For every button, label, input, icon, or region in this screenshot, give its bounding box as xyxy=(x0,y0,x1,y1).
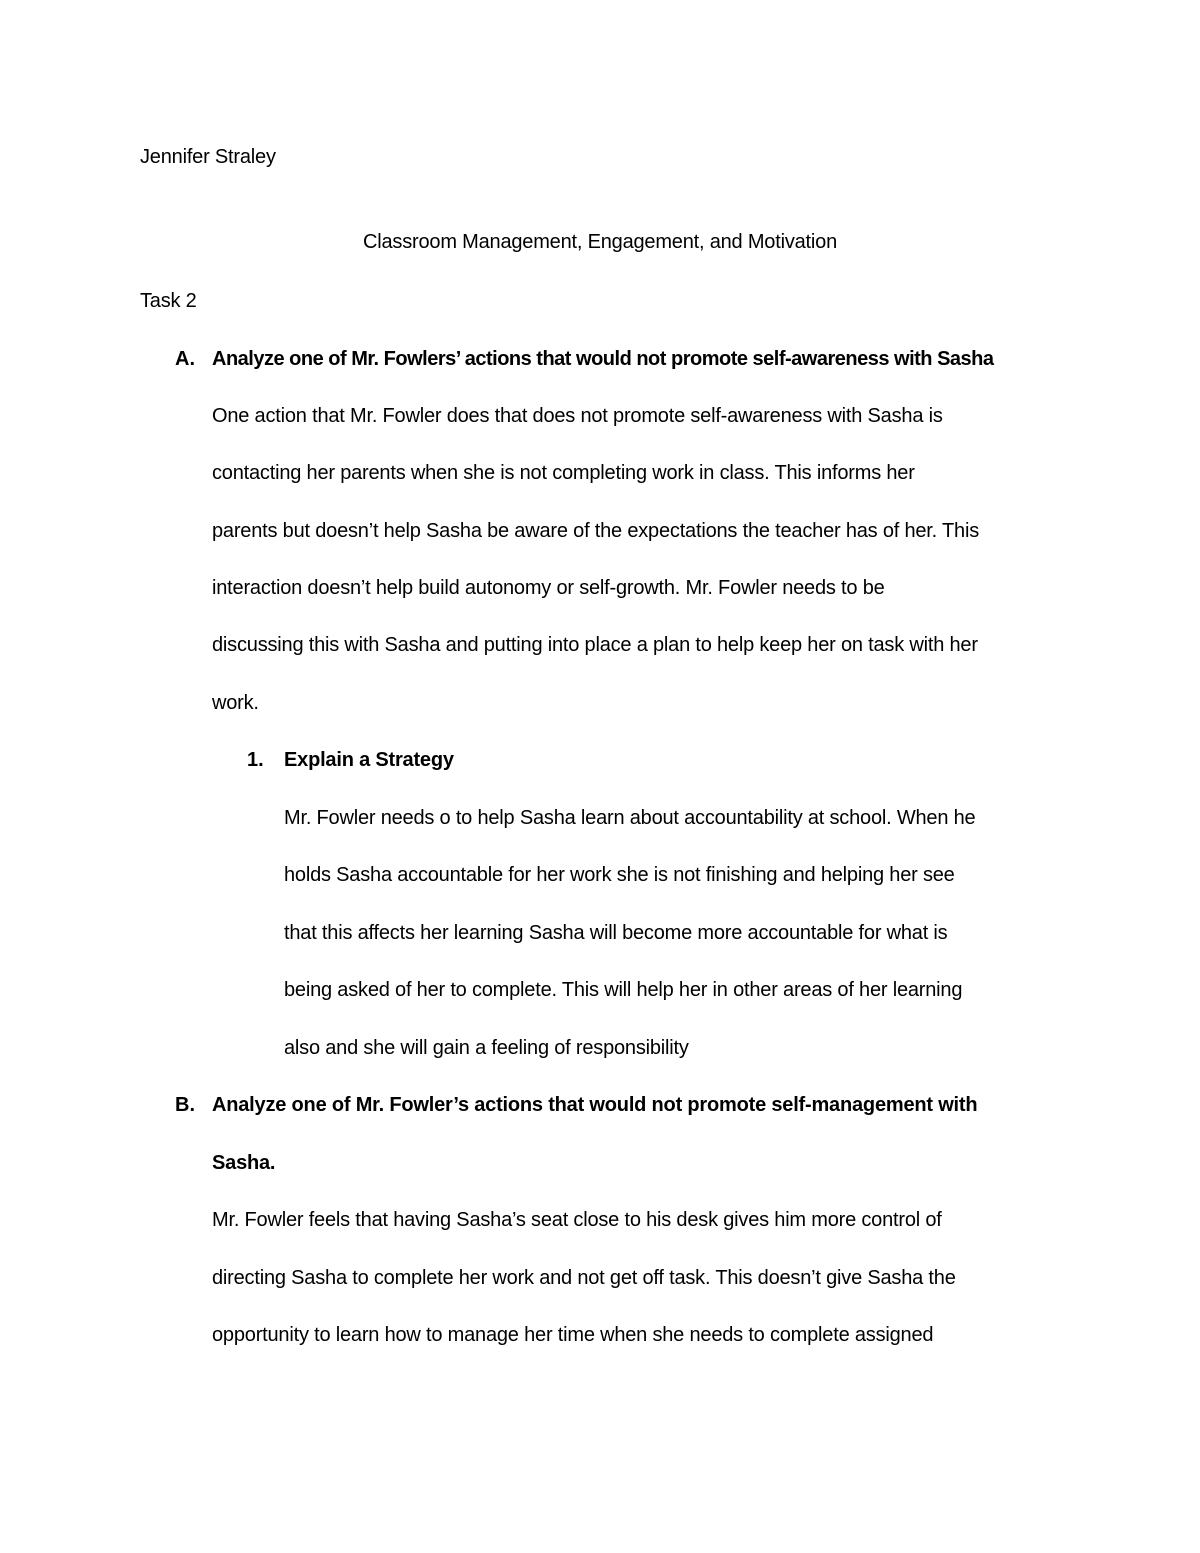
section-b-heading-line: Sasha. xyxy=(212,1152,276,1174)
subsection-1-body-line: holds Sasha accountable for her work she is not finishing and helping her see xyxy=(284,864,955,886)
section-b-body-line: Mr. Fowler feels that having Sasha’s seat close to his desk gives him more control of xyxy=(212,1209,942,1231)
section-b-body-line: directing Sasha to complete her work and not get off task. This doesn’t give Sasha the xyxy=(212,1267,956,1289)
subsection-1-heading: Explain a Strategy xyxy=(284,749,454,771)
task-label: Task 2 xyxy=(140,290,197,312)
subsection-1-body-line: being asked of her to complete. This will help her in other areas of her learning xyxy=(284,979,963,1001)
author-name: Jennifer Straley xyxy=(140,146,276,168)
section-a-marker: A. xyxy=(175,348,195,370)
section-a-body-line: parents but doesn’t help Sasha be aware of the expectations the teacher has of her. This xyxy=(212,520,979,542)
section-a-heading: Analyze one of Mr. Fowlers’ actions that would not promote self-awareness with Sasha xyxy=(212,348,994,370)
section-b-marker: B. xyxy=(175,1094,195,1116)
section-a-body-line: One action that Mr. Fowler does that does not promote self-awareness with Sasha is xyxy=(212,405,943,427)
subsection-1-marker: 1. xyxy=(247,749,264,771)
document-title: Classroom Management, Engagement, and Motivation xyxy=(363,231,837,253)
subsection-1-body-line: that this affects her learning Sasha will become more accountable for what is xyxy=(284,922,948,944)
section-a-body-line: discussing this with Sasha and putting into place a plan to help keep her on task with her xyxy=(212,634,978,656)
section-a-body-line: work. xyxy=(212,692,259,714)
section-b-heading-line: Analyze one of Mr. Fowler’s actions that would not promote self-management with xyxy=(212,1094,978,1116)
section-b-body-line: opportunity to learn how to manage her time when she needs to complete assigned xyxy=(212,1324,934,1346)
section-a-body-line: interaction doesn’t help build autonomy or self-growth. Mr. Fowler needs to be xyxy=(212,577,885,599)
section-a-body-line: contacting her parents when she is not completing work in class. This informs her xyxy=(212,462,915,484)
subsection-1-body-line: Mr. Fowler needs o to help Sasha learn about accountability at school. When he xyxy=(284,807,976,829)
subsection-1-body-line: also and she will gain a feeling of responsibility xyxy=(284,1037,689,1059)
